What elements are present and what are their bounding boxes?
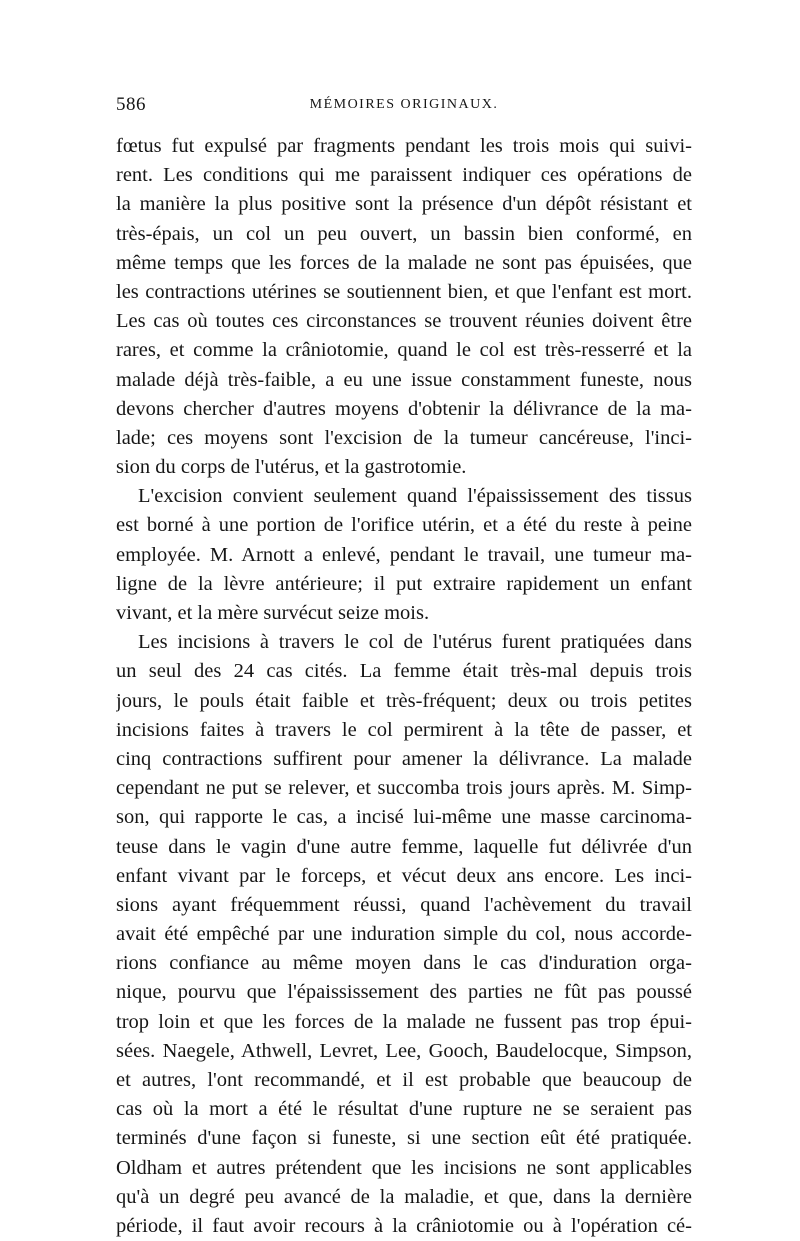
text-line: Oldham et autres prétendent que les incisions ne sont applicables [116,1156,692,1179]
text-line: qu'à un degré peu avancé de la maladie, et que, dans la dernière [116,1185,692,1208]
paragraph [116,482,692,628]
text-line: très-épais, un col un peu ouvert, un bassin bien conformé, en [116,222,692,245]
text-line: les contractions utérines se soutiennent bien, et que l'enfant est mort. [116,280,692,303]
text-line: même temps que les forces de la malade ne sont pas épuisées, que [116,251,692,274]
text-line: cas où la mort a été le résultat d'une rupture ne se seraient pas [116,1098,692,1121]
paragraph [116,628,692,1241]
text-line: cinq contractions suffirent pour amener la délivrance. La malade [116,747,692,770]
text-line: employée. M. Arnott a enlevé, pendant le travail, une tumeur ma- [116,543,692,566]
running-head [116,94,692,124]
text-line: nique, pourvu que l'épaississement des parties ne fût pas poussé [116,981,692,1004]
body-text [116,132,692,1241]
text-line: Les cas où toutes ces circonstances se trouvent réunies doivent être [116,310,692,333]
text-line: est borné à une portion de l'orifice utérin, et a été du reste à peine [116,514,692,537]
text-line: enfant vivant par le forceps, et vécut deux ans encore. Les inci- [116,864,692,887]
text-line: Les incisions à travers le col de l'utérus furent pratiquées dans [138,631,692,654]
text-line: vivant, et la mère survécut seize mois. [116,602,430,624]
text-line: terminés d'une façon si funeste, si une section eût été pratiquée. [116,1127,692,1150]
text-line: trop loin et que les forces de la malade ne fussent pas trop épui- [116,1010,692,1033]
text-line: lade; ces moyens sont l'excision de la tumeur cancéreuse, l'inci- [116,426,692,449]
text-line: devons chercher d'autres moyens d'obtenir la délivrance de la ma- [116,397,692,420]
text-line: ligne de la lèvre antérieure; il put extraire rapidement un enfant [116,572,692,595]
text-line: période, il faut avoir recours à la crâniotomie ou à l'opération cé- [116,1214,692,1237]
text-line: avait été empêché par une induration simple du col, nous accorde- [116,923,692,946]
running-title: MÉMOIRES ORIGINAUX. [309,97,499,112]
paragraph [116,132,692,482]
text-line: cependant ne put se relever, et succomba trois jours après. M. Simp- [116,777,692,800]
text-line: rent. Les conditions qui me paraissent indiquer ces opérations de [116,164,692,187]
text-line: jours, le pouls était faible et très-fréquent; deux ou trois petites [116,689,692,712]
text-line: un seul des 24 cas cités. La femme était très-mal depuis trois [116,660,692,683]
text-line: rares, et comme la crâniotomie, quand le col est très-resserré et la [116,339,692,362]
page-number: 586 [116,94,146,115]
text-line: la manière la plus positive sont la présence d'un dépôt résistant et [116,193,692,216]
text-line: teuse dans le vagin d'une autre femme, laquelle fut délivrée d'un [116,835,692,858]
text-line: incisions faites à travers le col permirent à la tête de passer, et [116,718,692,741]
text-line: L'excision convient seulement quand l'épaississement des tissus [138,485,692,508]
text-line: rions confiance au même moyen dans le cas d'induration orga- [116,952,692,975]
text-line: malade déjà très-faible, a eu une issue constamment funeste, nous [116,368,692,391]
text-line: sions ayant fréquemment réussi, quand l'achèvement du travail [116,893,692,916]
text-line: fœtus fut expulsé par fragments pendant les trois mois qui suivi- [116,135,692,157]
text-line: sion du corps de l'utérus, et la gastrotomie. [116,456,467,479]
text-line: et autres, l'ont recommandé, et il est probable que beaucoup de [116,1069,692,1091]
text-line: son, qui rapporte le cas, a incisé lui-même une masse carcinoma- [116,806,692,829]
text-line: sées. Naegele, Athwell, Levret, Lee, Gooch, Baudelocque, Simpson, [116,1039,692,1062]
